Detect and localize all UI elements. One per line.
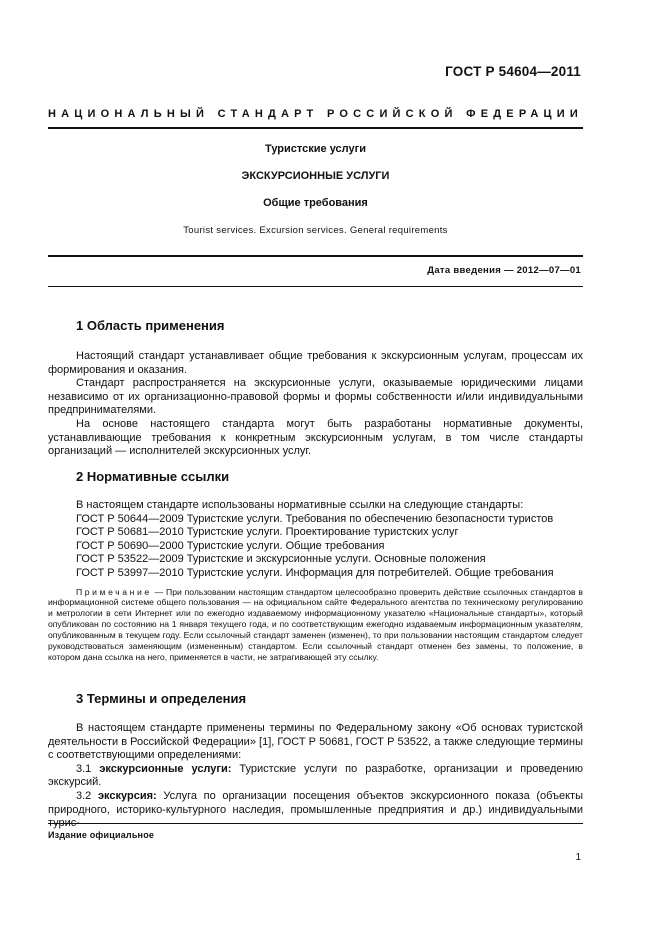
term-number: 3.1	[76, 762, 100, 775]
english-title: Tourist services. Excursion services. General requirements	[183, 225, 448, 236]
section-3-heading: 3 Термины и определения	[76, 691, 247, 706]
paragraph: В настоящем стандарте применены термины по Федеральному закону «Об основах туристской деятельности в Российской Федерации» [1], ГОСТ Р 50681, ГОСТ Р 53522, а также следующие термины с соответствующими определениями:	[48, 722, 583, 762]
section-1	[48, 319, 583, 333]
section-2-heading: 2 Нормативные ссылки	[76, 469, 230, 484]
introduction-date: Дата введения — 2012—07—01	[427, 265, 581, 276]
term-number: 3.2	[76, 789, 98, 802]
gost-number: ГОСТ Р 54604—2011	[445, 64, 581, 79]
term-3-2	[48, 790, 583, 831]
banner-word: СТАНДАРТ	[217, 108, 319, 120]
section-3	[48, 692, 583, 706]
edition-label: Издание официальное	[48, 830, 155, 840]
title-line-3: Общие требования	[263, 197, 368, 209]
section-2-body	[48, 499, 583, 663]
banner-word: РОССИЙСКОЙ	[327, 108, 458, 120]
national-standard-banner	[48, 108, 583, 120]
note-text: — При пользовании настоящим стандартом целесообразно проверить действие ссылочных стандартов в информационной системе общего пользования — на официальном сайте Федерального агентства по техническому регулированию и метрологии в сети Интернет или по ежегодно издаваемому информационному указателю «Национальные стандарты», который опубликован по состоянию на 1 января текущего года, и по соответствующим ежегодно издаваемым информационным указателям, опубликованным в текущем году. Если ссылочный стандарт заменен (изменен), то при пользовании настоящим стандартом следует руководствоваться заменяющим (измененным) стандартом. Если ссылочный стандарт отменен без замены, то положение, в котором дана ссылка на него, применяется в части, не затрагивающей эту ссылку.	[48, 586, 583, 662]
paragraph: На основе настоящего стандарта могут быть разработаны нормативные документы, устанавливающие требования к конкретным экскурсионным услугам, в том числе стандарты организаций — исполнителей экскурсионных услуг.	[48, 417, 583, 458]
title-line-2: ЭКСКУРСИОННЫЕ УСЛУГИ	[241, 170, 390, 182]
term-name: экскурсионные услуги:	[99, 762, 232, 775]
reference-item: ГОСТ Р 50644—2009 Туристские услуги. Требования по обеспечению безопасности туристов	[76, 512, 554, 525]
term-definition: Туристские услуги по разработке, организации и проведению экскурсий.	[48, 762, 583, 789]
reference-item: ГОСТ Р 53522—2009 Туристские и экскурсионные услуги. Основные положения	[76, 553, 486, 566]
paragraph: В настоящем стандарте использованы нормативные ссылки на следующие стандарты:	[76, 499, 524, 511]
footer-rule	[48, 823, 583, 824]
paragraph: Настоящий стандарт устанавливает общие требования к экскурсионным услугам, процессам их формирования и оказания.	[48, 350, 583, 376]
reference-item: ГОСТ Р 50690—2000 Туристские услуги. Общие требования	[76, 539, 385, 552]
banner-word: ФЕДЕРАЦИИ	[466, 108, 583, 120]
section-3-body	[48, 722, 583, 831]
banner-word: НАЦИОНАЛЬНЫЙ	[48, 108, 210, 120]
term-definition: Услуга по организации посещения объектов экскурсионного показа (объекты природного, историко-культурного наследия, промышленные предприятия и др.) индивидуальными турис-	[48, 789, 583, 830]
section-1-body	[48, 350, 583, 459]
term-3-1	[48, 763, 583, 790]
section-2	[48, 470, 583, 484]
reference-item: ГОСТ Р 50681—2010 Туристские услуги. Проектирование туристских услуг	[76, 526, 459, 539]
note	[48, 587, 583, 663]
top-rule	[48, 127, 583, 129]
note-label: Примечание	[76, 586, 152, 597]
section-1-heading: 1 Область применения	[76, 318, 225, 333]
thin-rule	[48, 286, 583, 287]
reference-item: ГОСТ Р 53997—2010 Туристские услуги. Информация для потребителей. Общие требования	[76, 566, 554, 579]
middle-rule	[48, 255, 583, 257]
paragraph: Стандарт распространяется на экскурсионные услуги, оказываемые юридическими лицами независимо от их организационно-правовой формы и формы собственности и/или индивидуальными предпринимателями.	[48, 377, 583, 417]
term-name: экскурсия:	[97, 789, 157, 802]
title-line-1: Туристские услуги	[265, 143, 366, 155]
page-number: 1	[575, 852, 581, 863]
